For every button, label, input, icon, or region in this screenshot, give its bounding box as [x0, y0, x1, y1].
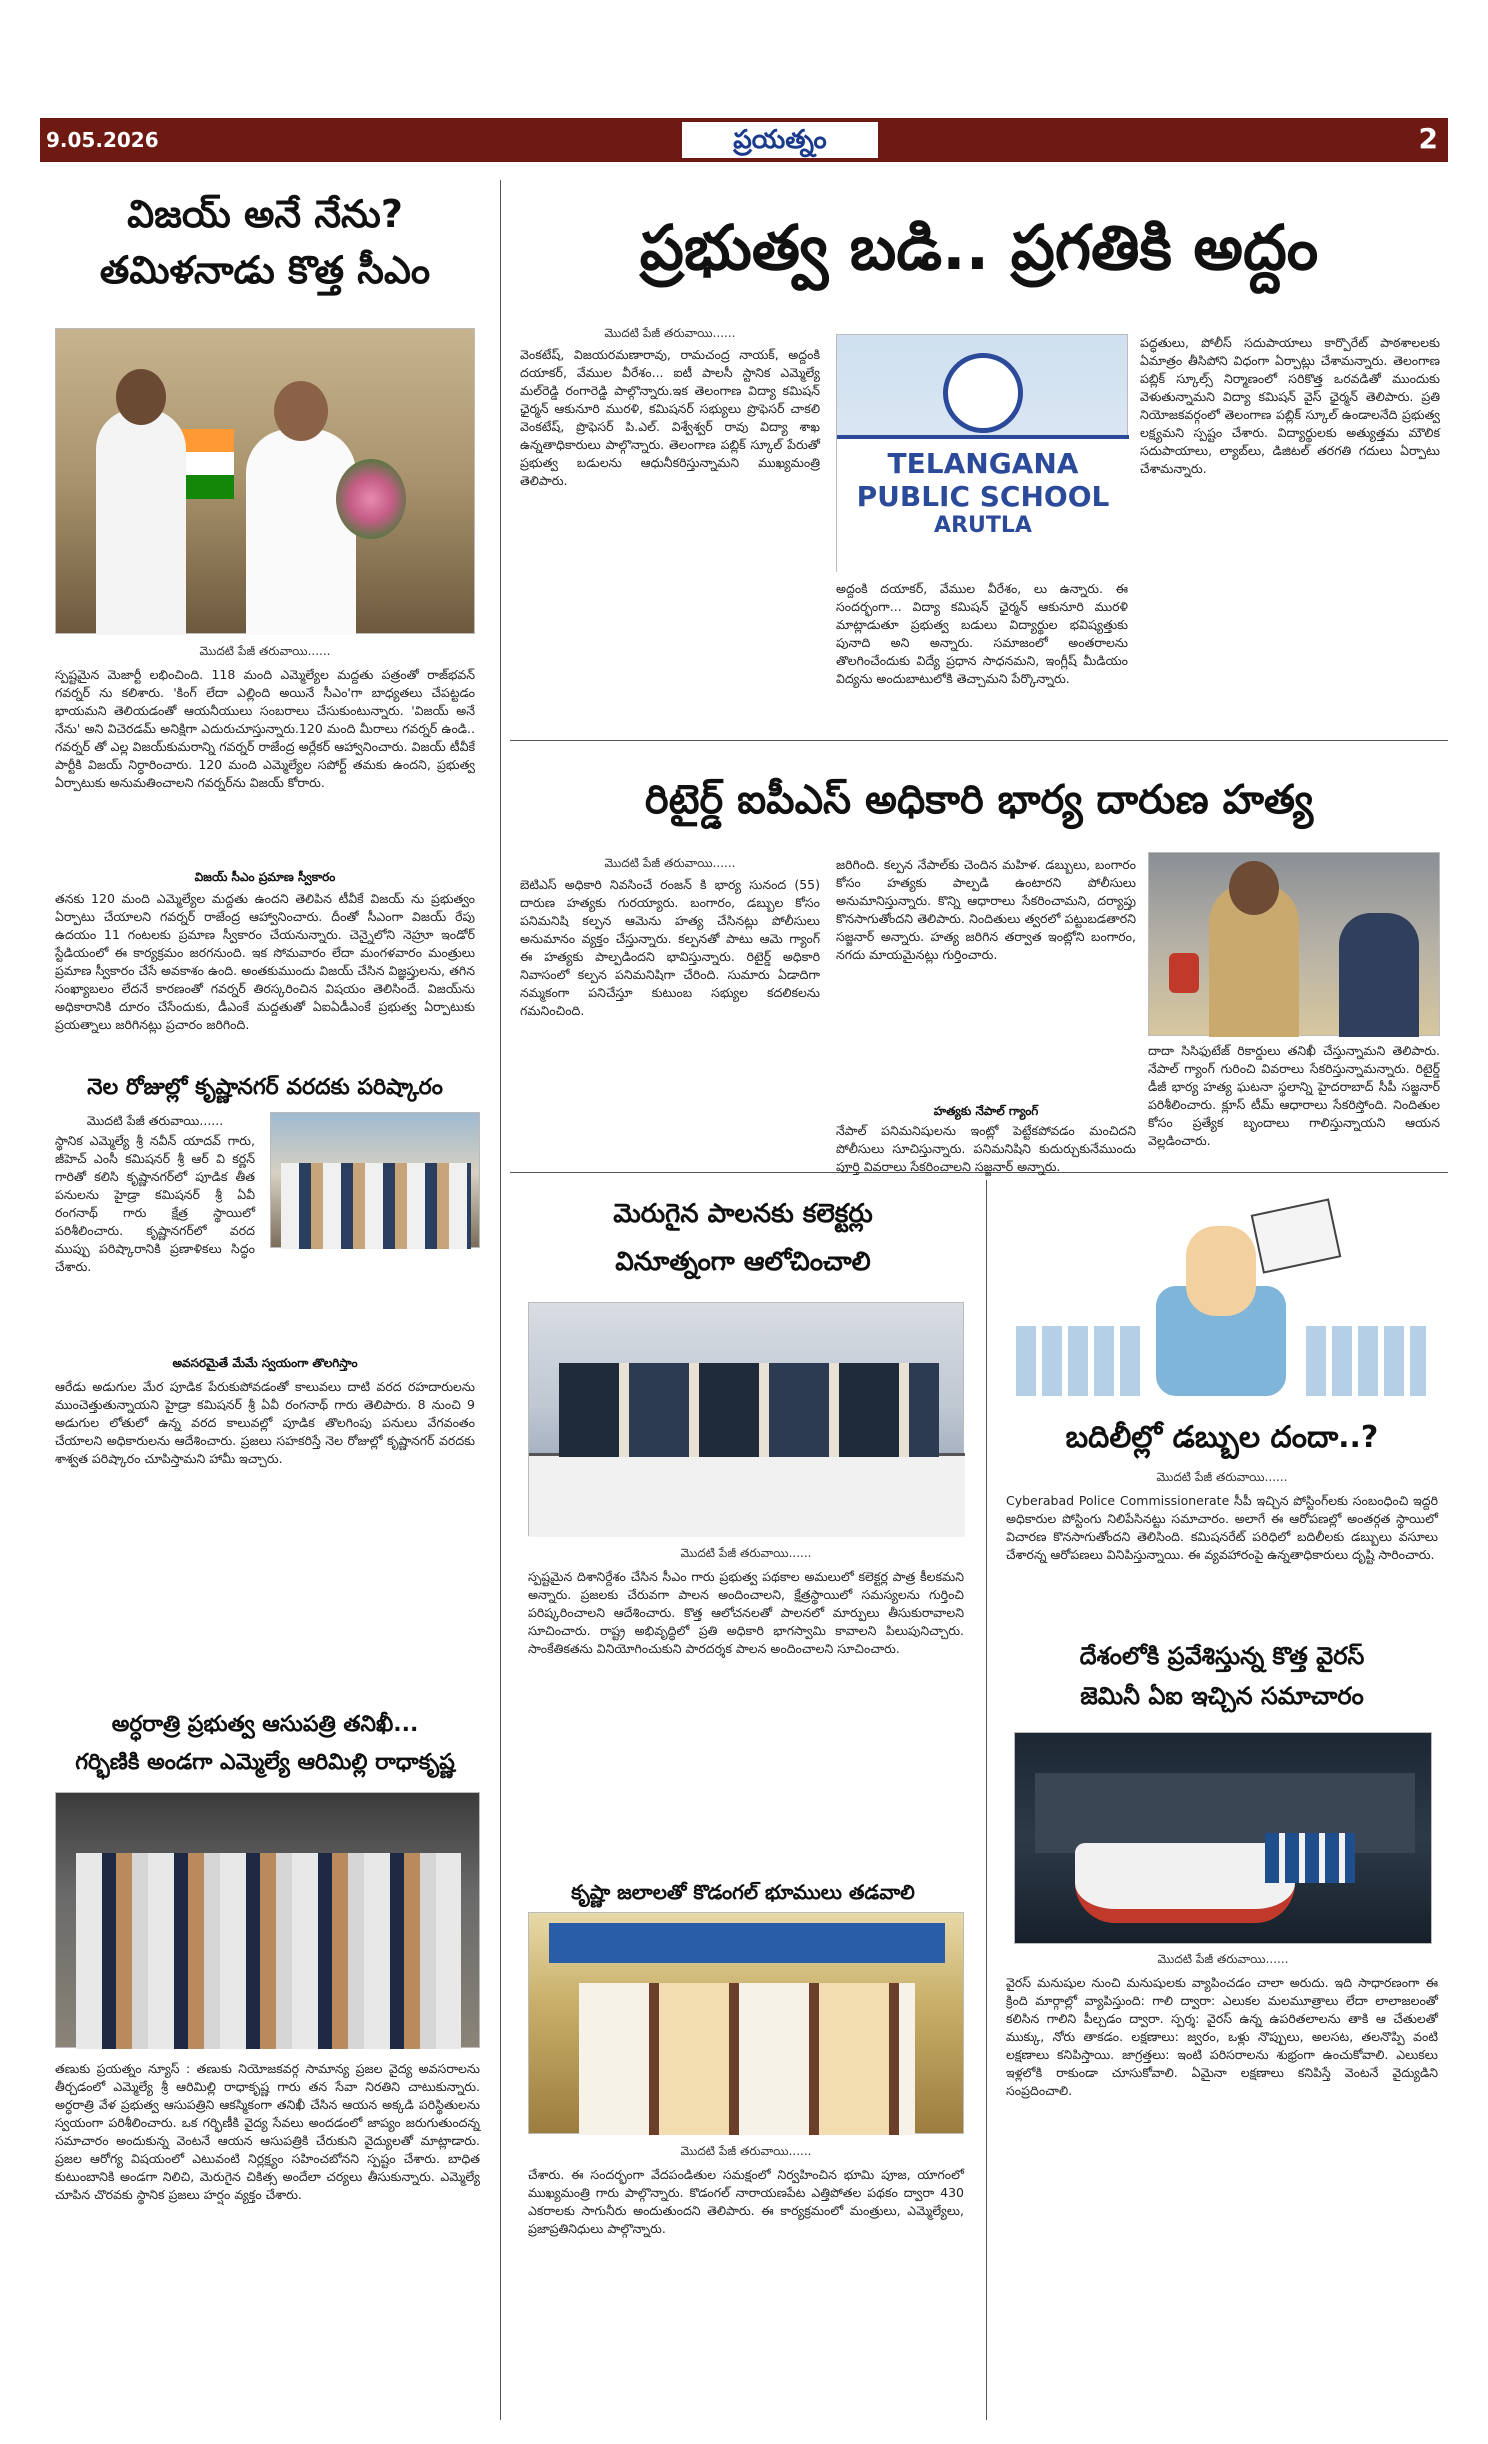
boat-shape	[1075, 1843, 1295, 1923]
vijay-body2: తనకు 120 మంది ఎమ్మెల్యేల మద్దతు ఉందని తెలిపిన టీవీకే విజయ్ ను ప్రభుత్వం ఏర్పాటు చేయాలని గవర్నర్ రాజేంద్ర ఆహ్వానించారు. దీంతో సీఎంగా విజయ్ రేపు ఉదయం 11 గంటలకు ప్రమాణ స్వీకారం చేయనున్నారు. చెన్నైలోని నెహ్రూ ఇండోర్ స్టేడియంలో ఈ కార్యక్రమం జరగనుంది. ఇక సోమవారం లేదా మంగళవారం మంత్రులు ప్రమాణ స్వీకారం చేసే అవకాశం ఉంది. అంతకుముందు విజయ్ చేసిన విజ్ఞప్తులను, తగిన సంఖ్యాబలం లేదనే కారణంతో గవర్నర్ తిరస్కరించిన విషయం తెలిసిందే. విజయ్‌ను అధికారానికి దూరం చేసేందుకు, డీఎంకే మద్దతుతో ఏఐఏడీఎంకే ప్రభుత్వ ఏర్పాటుకు ప్రయత్నాలు జరిగినట్లు ప్రచారం జరిగింది.	[55, 891, 475, 1032]
person-right-head	[274, 381, 328, 441]
mla-headline-line2: గర్భిణికి అండగా ఎమ్మెల్యే ఆరిమిల్లి రాధాకృష్ణ	[75, 1750, 455, 1775]
ips-lead: మొదటి పేజీ తరువాయి......	[604, 856, 736, 870]
school-col3: పద్ధతులు, పోలీస్ సదుపాయాలు కార్పొరేట్ పాఠశాలలకు ఏమాత్రం తీసిపోని విధంగా ఏర్పాట్లు చేశామన్నారు. తెలంగాణ పబ్లిక్ స్కూల్స్ నిర్మాణంలో సరికొత్త ఒరవడితో ముందుకు వెళుతున్నామని విద్యా కమిషన్ వైస్ ఛైర్మన్ తెలిపారు. ప్రతి నియోజకవర్గంలో తెలంగాణ పబ్లిక్ స్కూల్ ఉండాలనేది ప్రభుత్వ లక్ష్యమని స్పష్టం చేశారు. విద్యార్థులకు అత్యుత్తమ మౌలిక సదుపాయాలు, ల్యాబ్‌లు, డిజిటల్ తరగతి గదులు ఏర్పాటు చేశామన్నారు.	[1140, 335, 1440, 476]
sign-line3: ARUTLA	[934, 513, 1032, 538]
sign-board	[837, 435, 1129, 573]
collector-photo	[528, 1302, 964, 1536]
krishna-caption: మొదటి పేజీ తరువాయి......	[680, 2144, 812, 2158]
flood-body2: ఆరేడు అడుగుల మేర పూడిక పేరుకుపోవడంతో కాలువలు దాటి వరద రహదారులను ముంచెత్తుతున్నాయని హైడ్రా కమిషనర్ శ్రీ ఏవీ రంగనాథ్ గారు తెలిపారు. 8 నుంచి 9 అడుగుల లోతులో ఉన్న వరద కాలువల్లో పూడిక తొలగింపు పనులు వేగవంతం చేయాలని అధికారులను ఆదేశించారు. ప్రజలు సహకరిస్తే నెల రోజుల్లో కృష్ణానగర్ వరదకు శాశ్వత పరిష్కారం చూపిస్తామని హామీ ఇచ్చారు.	[55, 1379, 475, 1466]
vijay-headline	[40, 186, 490, 298]
school-headline: ప్రభుత్వ బడి.. ప్రగతికి అద్దం	[639, 211, 1319, 284]
ips-col2: జరిగింది. కల్పన నేపాల్‌కు చెందిన మహిళ. డబ్బులు, బంగారం కోసం హత్యకు పాల్పడి ఉంటారని పోలీసులు అనుమానిస్తున్నారు. కొన్ని ఆధారాలు సేకరించామని, దర్యాప్తు కొనసాగుతోందని తెలిపారు. నిందితులు త్వరలో పట్టుబడతారని సజ్జనార్ అన్నారు. హత్య జరిగిన తర్వాత ఇంట్లోని బంగారం, నగదు మాయమైనట్లు గుర్తించారు.	[836, 857, 1136, 962]
vijay-caption: మొదటి పేజీ తరువాయి......	[199, 644, 331, 658]
column-rule-right	[986, 1180, 987, 2420]
person-left-head	[116, 369, 166, 425]
flood-photo	[270, 1112, 480, 1248]
cartoon-crowd-shape	[1016, 1326, 1146, 1396]
collector-headline-line2: వినూత్నంగా ఆలోచించాలి	[615, 1247, 871, 1277]
flood-headline: నెల రోజుల్లో కృష్ణానగర్ వరదకు పరిష్కారం	[87, 1075, 443, 1100]
masthead-bar	[40, 118, 1448, 162]
flood-body: స్థానిక ఎమ్మెల్యే శ్రీ నవీన్ యాదవ్ గారు, జీహెచ్ ఎంసీ కమిషనర్ శ్రీ ఆర్ వి కర్ణన్ గారితో కలిసి కృష్ణానగర్‌లో పూడిక తీత పనులను హైడ్రా కమిషనర్ శ్రీ ఏవీ రంగనాథ్ గారు క్షేత్ర స్థాయిలో పరిశీలించారు. కృష్ణానగర్‌లో వరద ముప్పు పరిష్కారానికి ప్రణాళికలు సిద్ధం చేశారు.	[55, 1133, 255, 1274]
ips-headline: రిటైర్డ్ ఐపీఎస్ అధికారి భార్య దారుణ హత్య	[644, 777, 1314, 823]
transfer-body: Cyberabad Police Commissionerate సీపీ ఇచ్చిన పోస్టింగ్‌లకు సంబంధించి ఇద్దరి అధికారుల పోస్టింగు నిలిపేసినట్టు సమాచారం. అలాగే ఈ ఆరోపణల్లో అంతర్గత స్థాయిలో విచారణ కొనసాగుతోందని తెలిసింది. కమిషనరేట్ పరిధిలో బదిలీలకు డబ్బులు వసూలు చేశారన్న ఆరోపణలు వినిపిస్తున్నాయి. ఈ వ్యవహారంపై ఉన్నతాధికారులు దృష్టి సారించారు.	[1006, 1493, 1438, 1562]
vijay-headline-line1: విజయ్ అనే నేను?	[127, 192, 403, 236]
virus-body: వైరస్ మనుషుల నుంచి మనుషులకు వ్యాపించడం చాలా అరుదు. ఇది సాధారణంగా ఈ క్రింది మార్గాల్లో వ్యాపిస్తుంది: గాలి ద్వారా: ఎలుకల మలమూత్రాలు లేదా లాలాజలంతో కలిసిన గాలిని పీల్చడం ద్వారా. స్పర్శ: వైరస్ ఉన్న ఉపరితలాలను తాకి ఆ చేతులతో ముక్కు, నోరు తాకడం. లక్షణాలు: జ్వరం, ఒళ్లు నొప్పులు, అలసట, తలనొప్పి వంటి లక్షణాలు కనిపిస్తాయి. జాగ్రత్తలు: ఇంటి పరిసరాలను శుభ్రంగా ఉంచుకోవాలి. ఎలుకలు ఇళ్లలోకి రాకుండా చూసుకోవాలి. ఏమైనా లక్షణాలు కనిపిస్తే వెంటనే వైద్యుడిని సంప్రదించాలి.	[1006, 1975, 1438, 2098]
cartoon-crowd-right-shape	[1306, 1326, 1426, 1396]
issue-date: 9.05.2026	[46, 128, 159, 152]
vijay-headline-line2: తమిళనాడు కొత్త సీఎం	[99, 248, 431, 292]
ips-officer2-shape	[1339, 913, 1419, 1037]
school-lead: మొదటి పేజీ తరువాయి......	[604, 326, 736, 340]
emblem-icon	[943, 353, 1023, 433]
ips-col2b: నేపాల్ పనిమనిషులను ఇంట్లో పెట్టేకపోవడం మంచిదని పోలీసులు సూచిస్తున్నారు. పనిమనిషిని కుదుర్చుకునేముందు పూర్తి వివరాలు సేకరించాలని సజ్జనార్ అన్నారు.	[836, 1123, 1136, 1174]
mla-headline-line1: అర్ధరాత్రి ప్రభుత్వ ఆసుపత్రి తనిఖీ...	[111, 1712, 419, 1737]
collector-headline-line1: మెరుగైన పాలనకు కలెక్టర్లు	[613, 1199, 873, 1229]
collector-body: స్పష్టమైన దిశానిర్దేశం చేసిన సీఎం గారు ప్రభుత్వ పథకాల అమలులో కలెక్టర్ల పాత్ర కీలకమని అన్నారు. ప్రజలకు చేరువగా పాలన అందించాలని, క్షేత్రస్థాయిలో సమస్యలను గుర్తించి పరిష్కరించాలని ఆదేశించారు. కొత్త ఆలోచనలతో పాలనలో మార్పులు తీసుకురావాలని సూచించారు. రాష్ట్ర అభివృద్ధిలో ప్రతి అధికారి భాగస్వామి కావాలని పిలుపునిచ్చారు. సాంకేతికతను వినియోగించుకుని పారదర్శక పాలన అందించాలని సూచించారు.	[528, 1569, 964, 1656]
mla-body: తణుకు ప్రయత్నం న్యూస్ : తణుకు నియోజకవర్గ సామాన్య ప్రజల వైద్య అవసరాలను తీర్చడంలో ఎమ్మెల్యే శ్రీ ఆరిమిల్లి రాధాకృష్ణ గారు తన సేవా నిరతిని చాటుకున్నారు. అర్ధరాత్రి వేళ ప్రభుత్వ ఆసుపత్రిని ఆకస్మికంగా తనిఖీ చేసిన ఆయన అక్కడి పరిస్థితులను స్వయంగా పరిశీలించారు. ఒక గర్భిణీకి వైద్య సేవలు అందడంలో జాప్యం జరుగుతుందన్న సమాచారం అందుకున్న వెంటనే ఆయన ఆసుపత్రికి చేరుకుని వైద్యులతో మాట్లాడారు. ప్రజల ఆరోగ్య విషయంలో ఎటువంటి నిర్లక్ష్యం సహించబోనని స్పష్టం చేశారు. బాధిత కుటుంబానికి అండగా నిలిచి, మెరుగైన చికిత్స అందేలా చర్యలు తీసుకున్నారు. ఎమ్మెల్యే చూపిన చొరవకు స్థానిక ప్రజలు హర్షం వ్యక్తం చేశారు.	[55, 2061, 480, 2202]
vijay-photo	[55, 328, 475, 634]
flood-subhead: అవసరమైతే మేమే స్వయంగా తొలగిస్తాం	[172, 1356, 358, 1370]
bouquet-shape	[336, 459, 406, 539]
mla-group-shape	[76, 1853, 461, 2049]
microphone-icon	[1169, 953, 1199, 993]
cartoon-illustration	[1006, 1186, 1436, 1408]
virus-ship-photo	[1014, 1732, 1432, 1944]
krishna-body: చేశారు. ఈ సందర్భంగా వేదపండితుల సమక్షంలో నిర్వహించిన భూమి పూజ, యాగంలో ముఖ్యమంత్రి గారు పాల్గొన్నారు. కొడంగల్ నారాయణపేట ఎత్తిపోతల పథకం ద్వారా 430 ఎకరాలకు సాగునీరు అందుతుందని తెలిపారు. ఈ కార్యక్రమంలో మంత్రులు, ఎమ్మెల్యేలు, ప్రజాప్రతినిధులు పాల్గొన్నారు.	[528, 2167, 964, 2236]
ship-hull-shape	[1035, 1773, 1415, 1853]
mla-headline	[40, 1706, 490, 1782]
vijay-body: స్పష్టమైన మెజార్టీ లభించింది. 118 మంది ఎమ్మెల్యేల మద్దతు పత్రంతో రాజ్‌భవన్ గవర్నర్ ను కలిశారు. 'కింగ్ లేదా ఎల్లింది అయినే సీఎం'గా బాధ్యతలు చేపట్టడం భాయమని తెలియడంతో ఆయనీయులు సంబరాలు చేసుకుంటున్నారు. 'విజయ్ అనే నేను' అని విచెరడమ్ అనిక్షిగా ఎదురుచూస్తున్నారు.120 మంది మీరాలు గవర్నర్ ఉండి.. గవర్నర్ తో ఎల్ల విజయ్‌కుమరాన్ని గవర్నర్ రాజేంద్ర అర్లేకర్ ఆహ్వానించారు. విజయ్ టీవీకే పార్టీకి విజయ్ నిర్ధారించారు. 120 మంది ఎమ్మెల్యేల సపోర్ట్ తమకు ఉందని, ప్రభుత్వ ఏర్పాటుకు అనుమతించాలని గవర్నర్‌ను విజయ్ కోరారు.	[55, 667, 475, 790]
mla-photo	[55, 1792, 480, 2048]
ips-photo	[1148, 852, 1440, 1036]
ips-col3: దాదా సిసిఫుటేజ్ రికార్డులు తనిఖీ చేస్తున్నామని తెలిపారు. నేపాల్ గ్యాంగ్ గురించి వివరాలు సేకరిస్తున్నామన్నారు. రిటైర్డ్ డీజీ భార్య హత్య ఘటనా స్థలాన్ని హైదరాబాద్ సీపీ సజ్జనార్ పరిశీలించారు. క్లూస్ టీమ్ ఆధారాలు సేకరిస్తోంది. నిందితుల కోసం ప్రత్యేక బృందాలు గాలిస్తున్నాయని ఆయన వెల్లడించారు.	[1148, 1043, 1440, 1148]
krishna-banner-shape	[549, 1923, 945, 1963]
school-sign-photo	[836, 334, 1128, 572]
ips-col1: బెటిఎస్ అధికారి నివసించే రంజన్ కి భార్య సునంద (55) దారుణ హత్యకు గురయ్యారు. బంగారం, డబ్బుల కోసం పనిమనిషి కల్పన ఆమెను హత్య చేసినట్లు పోలీసులు అనుమానం వ్యక్తం చేస్తున్నారు. కల్పనతో పాటు ఆమె గ్యాంగ్ ఈ హత్యకు పాల్పడిందని భావిస్తున్నారు. రిటైర్డ్ అధికారి నివాసంలో కల్పన పనిమనిషిగా చేరింది. సుమారు ఏడాదిగా నమ్మకంగా పనిచేస్తూ కుటుంబ సభ్యుల కదలికలను గమనించింది.	[520, 877, 820, 1018]
rule-school-bottom	[510, 740, 1448, 741]
virus-headline	[996, 1636, 1448, 1716]
conference-table-shape	[529, 1453, 965, 1537]
school-col1: వెంకటేష్, విజయరమణారావు, రామచంద్ర నాయక్, అద్దంకి దయాకర్, వేముల వీరేశం... ఐటీ పాలసీ స్టానిక ఎమ్మెల్యే మల్‌రెడ్డి రంగారెడ్డి పాల్గొన్నారు.ఇక తెలంగాణ విద్యా కమిషన్ ఛైర్మన్ ఆకునూరి మురళి, కమిషనర్ సభ్యులు ప్రొఫెసర్ చాకలి వెంకటేష్, ప్రొఫెసర్ పి.ఎల్. విశ్వేశ్వర్ రావు విద్యా శాఖ ఉన్నతాధికారులు పాల్గొన్నారు. తెలంగాణ పబ్లిక్ స్కూల్ పేరుతో ప్రభుత్వ బడులను ఆధునీకరిస్తున్నామని ముఖ్యమంత్రి తెలిపారు.	[520, 347, 820, 488]
paper-name: ప్రయత్నం	[733, 125, 827, 155]
vijay-subhead: విజయ్ సీఎం ప్రమాణ స్వీకారం	[194, 870, 336, 884]
column-rule-left	[500, 180, 501, 2420]
officials-row-shape	[559, 1363, 939, 1457]
cartoon-figure-shape	[1186, 1226, 1256, 1316]
ips-officer-head	[1229, 861, 1279, 915]
collector-headline	[510, 1190, 976, 1286]
sign-line1: TELANGANA	[887, 447, 1079, 480]
person-left-shape	[96, 409, 186, 635]
transfer-caption: మొదటి పేజీ తరువాయి......	[1156, 1470, 1288, 1484]
flood-crowd-shape	[281, 1163, 471, 1249]
school-col2: అద్దంకి దయాకర్, వేముల వీరేశం, లు ఉన్నారు. ఈ సందర్భంగా... విద్యా కమిషన్ ఛైర్మన్ ఆకునూరి మురళి మాట్లాడుతూ ప్రభుత్వ బడులు విద్యార్థుల భవిష్యత్తుకు పునాది అని అన్నారు. సమాజంలో అంతరాలను తొలగించేందుకు విద్యే ప్రధాన సాధనమని, ఇంగ్లీష్ మీడియం విద్యను అందుబాటులోకి తెచ్చామని పేర్కొన్నారు.	[836, 581, 1128, 686]
krishna-photo	[528, 1912, 964, 2134]
krishna-headline: కృష్ణా జలాలతో కొడంగల్ భూములు తడవాలి	[571, 1880, 915, 1904]
flood-body-continued	[270, 1256, 480, 1350]
krishna-dignitaries-shape	[579, 1983, 915, 2135]
ips-subhead: హత్యకు నేపాల్ గ్యాంగ్	[933, 1104, 1039, 1118]
transfer-headline: బదిలీల్లో డబ్బుల దందా..?	[1065, 1420, 1379, 1455]
virus-headline-line1: దేశంలోకి ప్రవేశిస్తున్న కొత్త వైరస్	[1079, 1642, 1365, 1670]
flood-lead: మొదటి పేజీ తరువాయి......	[86, 1113, 224, 1128]
sign-line2: PUBLIC SCHOOL	[856, 480, 1110, 513]
person-right-shape	[246, 429, 356, 635]
crew-shape	[1265, 1833, 1355, 1883]
cartoon-paper-shape	[1251, 1198, 1342, 1273]
virus-headline-line2: జెమినీ ఏఐ ఇచ్చిన సమాచారం	[1080, 1682, 1364, 1710]
paper-name-box	[680, 120, 880, 160]
page-number: 2	[1418, 122, 1438, 155]
virus-caption: మొదటి పేజీ తరువాయి......	[1157, 1952, 1289, 1966]
collector-caption: మొదటి పేజీ తరువాయి......	[680, 1546, 812, 1560]
